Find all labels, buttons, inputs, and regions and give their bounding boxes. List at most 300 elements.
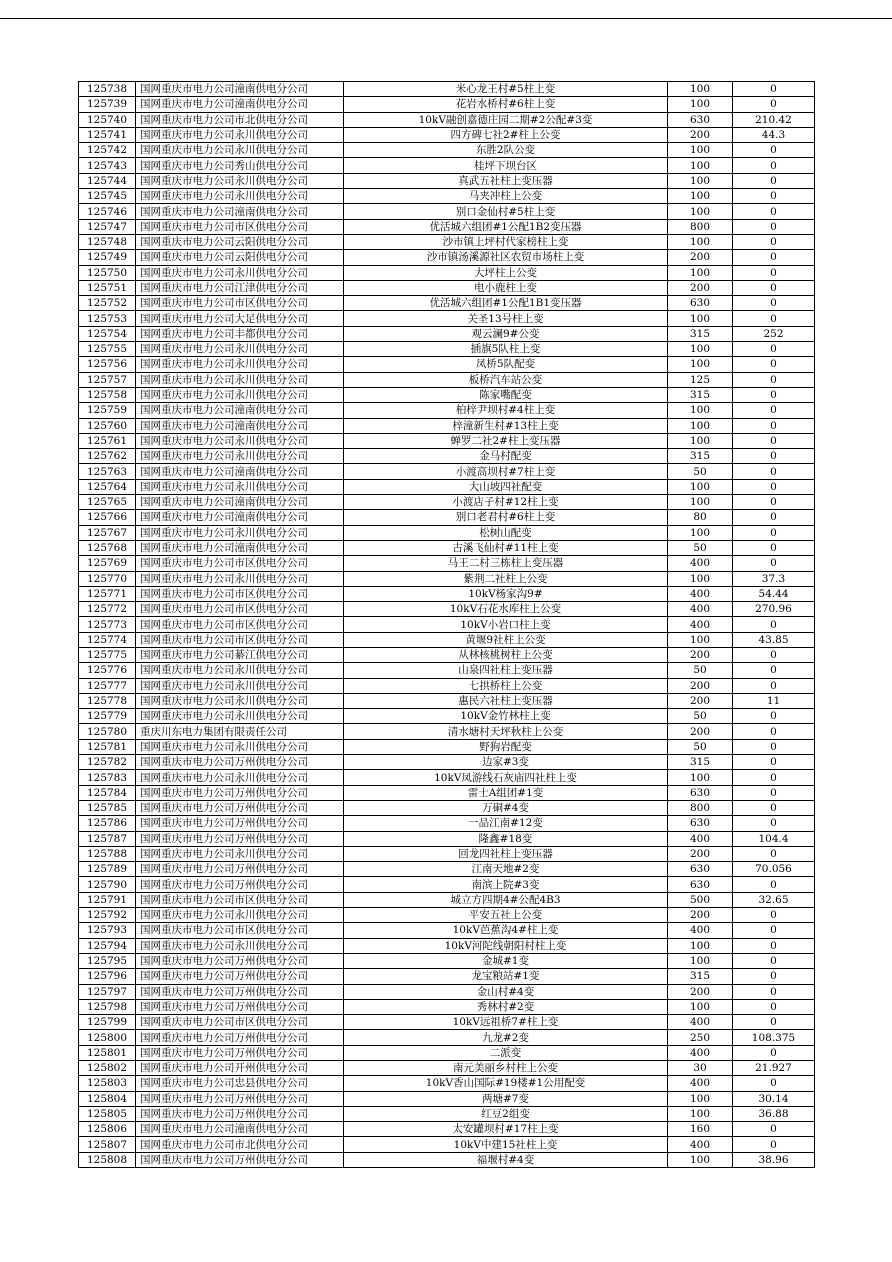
table-row — [79, 127, 815, 142]
row-id-cell: 125743 — [79, 158, 136, 173]
transformer-name-cell: 清水塘村天坪秋柱上公变 — [344, 724, 668, 739]
row-id-cell: 125794 — [79, 938, 136, 953]
transformer-name-cell: 四方碑七社2#柱上公变 — [344, 127, 668, 142]
row-id-cell: 125799 — [79, 1015, 136, 1030]
transformer-name-cell: 两塘#7变 — [344, 1091, 668, 1106]
value-cell: 0 — [733, 219, 815, 234]
company-cell: 国网重庆市电力公司万州供电分公司 — [136, 1030, 344, 1045]
row-id-cell: 125779 — [79, 709, 136, 724]
row-id-cell: 125764 — [79, 479, 136, 494]
capacity-cell: 400 — [668, 1076, 733, 1091]
row-id-cell: 125759 — [79, 403, 136, 418]
value-cell: 0 — [733, 556, 815, 571]
capacity-cell: 100 — [668, 770, 733, 785]
table-row — [79, 969, 815, 984]
table-body — [79, 82, 815, 1168]
transformer-name-cell: 回龙四社柱上变压器 — [344, 846, 668, 861]
row-id-cell: 125787 — [79, 831, 136, 846]
capacity-cell: 630 — [668, 785, 733, 800]
table-row — [79, 999, 815, 1014]
capacity-cell: 100 — [668, 158, 733, 173]
capacity-cell: 400 — [668, 1137, 733, 1152]
company-cell: 国网重庆市电力公司市区供电分公司 — [136, 556, 344, 571]
transformer-name-cell: 大山坡四社配变 — [344, 479, 668, 494]
transformer-name-cell: 紫荆二社柱上公变 — [344, 571, 668, 586]
company-cell: 国网重庆市电力公司永川供电分公司 — [136, 663, 344, 678]
transformer-name-cell: 山泉四社柱上变压器 — [344, 663, 668, 678]
row-id-cell: 125792 — [79, 908, 136, 923]
transformer-name-cell: 惠民六社柱上变压器 — [344, 693, 668, 708]
transformer-name-cell: 小渡店子村#12柱上变 — [344, 495, 668, 510]
transformer-name-cell: 东胜2队公变 — [344, 143, 668, 158]
capacity-cell: 50 — [668, 709, 733, 724]
value-cell: 0 — [733, 1045, 815, 1060]
transformer-name-cell: 大坪柱上公变 — [344, 265, 668, 280]
value-cell: 0 — [733, 969, 815, 984]
row-id-cell: 125770 — [79, 571, 136, 586]
transformer-name-cell: 10kV石花水库柱上公变 — [344, 602, 668, 617]
row-id-cell: 125784 — [79, 785, 136, 800]
table-row — [79, 387, 815, 402]
table-row — [79, 892, 815, 907]
row-id-cell: 125808 — [79, 1152, 136, 1167]
transformer-name-cell: 凤桥5队配变 — [344, 357, 668, 372]
capacity-cell: 400 — [668, 586, 733, 601]
capacity-cell: 100 — [668, 357, 733, 372]
row-id-cell: 125767 — [79, 525, 136, 540]
capacity-cell: 100 — [668, 1152, 733, 1167]
capacity-cell: 400 — [668, 602, 733, 617]
capacity-cell: 630 — [668, 877, 733, 892]
transformer-name-cell: 福堰村#4变 — [344, 1152, 668, 1167]
table-row — [79, 571, 815, 586]
value-cell: 0 — [733, 464, 815, 479]
company-cell: 国网重庆市电力公司市区供电分公司 — [136, 219, 344, 234]
row-id-cell: 125775 — [79, 647, 136, 662]
transformer-name-cell: 小渡高坝村#7柱上变 — [344, 464, 668, 479]
company-cell: 国网重庆市电力公司市区供电分公司 — [136, 617, 344, 632]
value-cell: 0 — [733, 143, 815, 158]
table-row — [79, 602, 815, 617]
company-cell: 国网重庆市电力公司永川供电分公司 — [136, 173, 344, 188]
table-row — [79, 663, 815, 678]
table-row — [79, 311, 815, 326]
capacity-cell: 630 — [668, 296, 733, 311]
table-row — [79, 1076, 815, 1091]
company-cell: 国网重庆市电力公司永川供电分公司 — [136, 938, 344, 953]
company-cell: 国网重庆市电力公司万州供电分公司 — [136, 984, 344, 999]
company-cell: 国网重庆市电力公司永川供电分公司 — [136, 372, 344, 387]
transformer-name-cell: 秀林村#2变 — [344, 999, 668, 1014]
value-cell: 30.14 — [733, 1091, 815, 1106]
company-cell: 国网重庆市电力公司潼南供电分公司 — [136, 464, 344, 479]
transformer-name-cell: 古溪飞仙村#11柱上变 — [344, 540, 668, 555]
transformer-name-cell: 松树山配变 — [344, 525, 668, 540]
table-row — [79, 265, 815, 280]
transformer-name-cell: 隆鑫#18变 — [344, 831, 668, 846]
row-id-cell: 125783 — [79, 770, 136, 785]
value-cell: 0 — [733, 357, 815, 372]
capacity-cell: 50 — [668, 739, 733, 754]
company-cell: 国网重庆市电力公司市区供电分公司 — [136, 892, 344, 907]
row-id-cell: 125742 — [79, 143, 136, 158]
transformer-name-cell: 电小鹿柱上变 — [344, 280, 668, 295]
value-cell: 32.65 — [733, 892, 815, 907]
transformer-name-cell: 桂坪下坝台区 — [344, 158, 668, 173]
value-cell: 0 — [733, 908, 815, 923]
value-cell: 252 — [733, 326, 815, 341]
value-cell: 0 — [733, 449, 815, 464]
row-id-cell: 125750 — [79, 265, 136, 280]
capacity-cell: 100 — [668, 1106, 733, 1121]
row-id-cell: 125747 — [79, 219, 136, 234]
row-id-cell: 125795 — [79, 953, 136, 968]
capacity-cell: 100 — [668, 189, 733, 204]
capacity-cell: 400 — [668, 1045, 733, 1060]
value-cell: 0 — [733, 999, 815, 1014]
row-id-cell: 125744 — [79, 173, 136, 188]
table-row — [79, 1106, 815, 1121]
value-cell: 0 — [733, 617, 815, 632]
transformer-name-cell: 雷士A组团#1变 — [344, 785, 668, 800]
row-id-cell: 125761 — [79, 433, 136, 448]
row-id-cell: 125762 — [79, 449, 136, 464]
capacity-cell: 200 — [668, 724, 733, 739]
company-cell: 国网重庆市电力公司永川供电分公司 — [136, 387, 344, 402]
value-cell: 0 — [733, 953, 815, 968]
transformer-name-cell: 江南天地#2变 — [344, 862, 668, 877]
capacity-cell: 100 — [668, 234, 733, 249]
company-cell: 国网重庆市电力公司永川供电分公司 — [136, 433, 344, 448]
row-id-cell: 125755 — [79, 342, 136, 357]
company-cell: 国网重庆市电力公司永川供电分公司 — [136, 143, 344, 158]
row-id-cell: 125751 — [79, 280, 136, 295]
row-id-cell: 125773 — [79, 617, 136, 632]
transformer-name-cell: 柏梓尹坝村#4柱上变 — [344, 403, 668, 418]
table-row — [79, 1015, 815, 1030]
capacity-cell: 100 — [668, 433, 733, 448]
transformer-name-cell: 野狗岩配变 — [344, 739, 668, 754]
value-cell: 0 — [733, 250, 815, 265]
company-cell: 国网重庆市电力公司万州供电分公司 — [136, 831, 344, 846]
transformer-name-cell: 蝉罗二社2#柱上变压器 — [344, 433, 668, 448]
capacity-cell: 100 — [668, 525, 733, 540]
transformer-name-cell: 马王二村三栋柱上变压器 — [344, 556, 668, 571]
company-cell: 国网重庆市电力公司永川供电分公司 — [136, 479, 344, 494]
table-row — [79, 647, 815, 662]
table-row — [79, 1122, 815, 1137]
capacity-cell: 200 — [668, 908, 733, 923]
transformer-name-cell: 边家#3变 — [344, 755, 668, 770]
capacity-cell: 200 — [668, 250, 733, 265]
company-cell: 国网重庆市电力公司市区供电分公司 — [136, 602, 344, 617]
value-cell: 0 — [733, 663, 815, 678]
company-cell: 重庆川东电力集团有限责任公司 — [136, 724, 344, 739]
company-cell: 国网重庆市电力公司市北供电分公司 — [136, 1137, 344, 1152]
capacity-cell: 315 — [668, 755, 733, 770]
company-cell: 国网重庆市电力公司永川供电分公司 — [136, 693, 344, 708]
row-id-cell: 125807 — [79, 1137, 136, 1152]
row-id-cell: 125804 — [79, 1091, 136, 1106]
table-row — [79, 234, 815, 249]
transformer-name-cell: 七拱桥柱上公变 — [344, 678, 668, 693]
row-id-cell: 125801 — [79, 1045, 136, 1060]
company-cell: 国网重庆市电力公司綦江供电分公司 — [136, 647, 344, 662]
row-id-cell: 125768 — [79, 540, 136, 555]
transformer-name-cell: 10kV金竹林柱上变 — [344, 709, 668, 724]
value-cell: 37.3 — [733, 571, 815, 586]
transformer-name-cell: 观云澜9#公变 — [344, 326, 668, 341]
company-cell: 国网重庆市电力公司永川供电分公司 — [136, 127, 344, 142]
company-cell: 国网重庆市电力公司永川供电分公司 — [136, 449, 344, 464]
table-row — [79, 770, 815, 785]
company-cell: 国网重庆市电力公司开州供电分公司 — [136, 1061, 344, 1076]
table-row — [79, 433, 815, 448]
transformer-name-cell: 二派变 — [344, 1045, 668, 1060]
transformer-name-cell: 板桥汽车站公变 — [344, 372, 668, 387]
company-cell: 国网重庆市电力公司永川供电分公司 — [136, 525, 344, 540]
table-row — [79, 143, 815, 158]
transformer-name-cell: 米心龙王村#5柱上变 — [344, 82, 668, 97]
table-row — [79, 357, 815, 372]
transformer-name-cell: 红豆2组变 — [344, 1106, 668, 1121]
transformer-name-cell: 金马村配变 — [344, 449, 668, 464]
company-cell: 国网重庆市电力公司万州供电分公司 — [136, 1106, 344, 1121]
transformer-name-cell: 别口金仙村#5柱上变 — [344, 204, 668, 219]
value-cell: 104.4 — [733, 831, 815, 846]
capacity-cell: 50 — [668, 464, 733, 479]
capacity-cell: 250 — [668, 1030, 733, 1045]
capacity-cell: 100 — [668, 204, 733, 219]
value-cell: 70.056 — [733, 862, 815, 877]
value-cell: 0 — [733, 296, 815, 311]
table-row — [79, 831, 815, 846]
row-id-cell: 125791 — [79, 892, 136, 907]
capacity-cell: 125 — [668, 372, 733, 387]
transformer-name-cell: 九龙#2变 — [344, 1030, 668, 1045]
table-row — [79, 1061, 815, 1076]
row-id-cell: 125738 — [79, 82, 136, 97]
company-cell: 国网重庆市电力公司秀山供电分公司 — [136, 158, 344, 173]
capacity-cell: 50 — [668, 663, 733, 678]
value-cell: 0 — [733, 173, 815, 188]
table-row — [79, 97, 815, 112]
capacity-cell: 400 — [668, 1015, 733, 1030]
company-cell: 国网重庆市电力公司潼南供电分公司 — [136, 510, 344, 525]
value-cell: 0 — [733, 739, 815, 754]
table-row — [79, 709, 815, 724]
value-cell: 0 — [733, 510, 815, 525]
capacity-cell: 200 — [668, 846, 733, 861]
table-row — [79, 632, 815, 647]
table-row — [79, 1152, 815, 1167]
company-cell: 国网重庆市电力公司万州供电分公司 — [136, 877, 344, 892]
company-cell: 国网重庆市电力公司潼南供电分公司 — [136, 97, 344, 112]
value-cell: 0 — [733, 280, 815, 295]
capacity-cell: 100 — [668, 342, 733, 357]
company-cell: 国网重庆市电力公司潼南供电分公司 — [136, 418, 344, 433]
company-cell: 国网重庆市电力公司万州供电分公司 — [136, 1152, 344, 1167]
table-row — [79, 219, 815, 234]
company-cell: 国网重庆市电力公司万州供电分公司 — [136, 1091, 344, 1106]
value-cell: 44.3 — [733, 127, 815, 142]
transformer-name-cell: 10kV河陀线朝阳村柱上变 — [344, 938, 668, 953]
value-cell: 0 — [733, 785, 815, 800]
capacity-cell: 400 — [668, 831, 733, 846]
company-cell: 国网重庆市电力公司市区供电分公司 — [136, 1015, 344, 1030]
row-id-cell: 125774 — [79, 632, 136, 647]
value-cell: 0 — [733, 923, 815, 938]
table-row — [79, 816, 815, 831]
transformer-name-cell: 10kV小岩口柱上变 — [344, 617, 668, 632]
row-id-cell: 125803 — [79, 1076, 136, 1091]
company-cell: 国网重庆市电力公司潼南供电分公司 — [136, 540, 344, 555]
table-row — [79, 326, 815, 341]
capacity-cell: 100 — [668, 173, 733, 188]
row-id-cell: 125797 — [79, 984, 136, 999]
company-cell: 国网重庆市电力公司永川供电分公司 — [136, 846, 344, 861]
table-row — [79, 464, 815, 479]
table-row — [79, 403, 815, 418]
capacity-cell: 630 — [668, 112, 733, 127]
table-row — [79, 556, 815, 571]
transformer-name-cell: 沙市镇上坪村代家榜柱上变 — [344, 234, 668, 249]
company-cell: 国网重庆市电力公司江津供电分公司 — [136, 280, 344, 295]
capacity-cell: 200 — [668, 693, 733, 708]
row-id-cell: 125740 — [79, 112, 136, 127]
table-row — [79, 158, 815, 173]
capacity-cell: 400 — [668, 617, 733, 632]
capacity-cell: 50 — [668, 540, 733, 555]
row-id-cell: 125758 — [79, 387, 136, 402]
company-cell: 国网重庆市电力公司潼南供电分公司 — [136, 403, 344, 418]
company-cell: 国网重庆市电力公司万州供电分公司 — [136, 816, 344, 831]
value-cell: 0 — [733, 234, 815, 249]
transformer-name-cell: 优活城六组团#1公配1B2变压器 — [344, 219, 668, 234]
value-cell: 0 — [733, 387, 815, 402]
company-cell: 国网重庆市电力公司市区供电分公司 — [136, 632, 344, 647]
table-row — [79, 586, 815, 601]
value-cell: 21.927 — [733, 1061, 815, 1076]
company-cell: 国网重庆市电力公司潼南供电分公司 — [136, 82, 344, 97]
value-cell: 0 — [733, 770, 815, 785]
table-row — [79, 877, 815, 892]
company-cell: 国网重庆市电力公司万州供电分公司 — [136, 785, 344, 800]
capacity-cell: 100 — [668, 632, 733, 647]
capacity-cell: 315 — [668, 387, 733, 402]
row-id-cell: 125746 — [79, 204, 136, 219]
capacity-cell: 500 — [668, 892, 733, 907]
capacity-cell: 200 — [668, 678, 733, 693]
transformer-name-cell: 10kV芭蕉沟4#柱上变 — [344, 923, 668, 938]
table-row — [79, 908, 815, 923]
transformer-name-cell: 平安五社上公变 — [344, 908, 668, 923]
row-id-cell: 125796 — [79, 969, 136, 984]
transformer-name-cell: 10kV凤游线石灰庙四社柱上变 — [344, 770, 668, 785]
row-id-cell: 125805 — [79, 1106, 136, 1121]
value-cell: 0 — [733, 846, 815, 861]
company-cell: 国网重庆市电力公司云阳供电分公司 — [136, 234, 344, 249]
row-id-cell: 125765 — [79, 495, 136, 510]
value-cell: 0 — [733, 495, 815, 510]
transformer-name-cell: 10kV香山国际#19楼#1公用配变 — [344, 1076, 668, 1091]
value-cell: 0 — [733, 433, 815, 448]
capacity-cell: 100 — [668, 999, 733, 1014]
transformer-name-cell: 一品江南#12变 — [344, 816, 668, 831]
row-id-cell: 125756 — [79, 357, 136, 372]
row-id-cell: 125800 — [79, 1030, 136, 1045]
value-cell: 270.96 — [733, 602, 815, 617]
row-id-cell: 125786 — [79, 816, 136, 831]
row-id-cell: 125745 — [79, 189, 136, 204]
table-row — [79, 449, 815, 464]
transformer-name-cell: 别口老君村#6柱上变 — [344, 510, 668, 525]
value-cell: 108.375 — [733, 1030, 815, 1045]
row-id-cell: 125776 — [79, 663, 136, 678]
capacity-cell: 800 — [668, 800, 733, 815]
row-id-cell: 125739 — [79, 97, 136, 112]
capacity-cell: 100 — [668, 1091, 733, 1106]
value-cell: 0 — [733, 938, 815, 953]
capacity-cell: 315 — [668, 969, 733, 984]
row-id-cell: 125769 — [79, 556, 136, 571]
value-cell: 0 — [733, 204, 815, 219]
company-cell: 国网重庆市电力公司永川供电分公司 — [136, 342, 344, 357]
transformer-name-cell: 关圣13号柱上变 — [344, 311, 668, 326]
table-row — [79, 984, 815, 999]
company-cell: 国网重庆市电力公司永川供电分公司 — [136, 709, 344, 724]
capacity-cell: 100 — [668, 953, 733, 968]
row-id-cell: 125778 — [79, 693, 136, 708]
company-cell: 国网重庆市电力公司永川供电分公司 — [136, 770, 344, 785]
value-cell: 54.44 — [733, 586, 815, 601]
capacity-cell: 100 — [668, 82, 733, 97]
transformer-name-cell: 沙市镇汤溪源社区农贸市场柱上变 — [344, 250, 668, 265]
value-cell: 0 — [733, 1137, 815, 1152]
value-cell: 0 — [733, 311, 815, 326]
row-id-cell: 125780 — [79, 724, 136, 739]
table-row — [79, 250, 815, 265]
value-cell: 0 — [733, 97, 815, 112]
company-cell: 国网重庆市电力公司市区供电分公司 — [136, 923, 344, 938]
capacity-cell: 315 — [668, 449, 733, 464]
row-id-cell: 125771 — [79, 586, 136, 601]
capacity-cell: 100 — [668, 265, 733, 280]
company-cell: 国网重庆市电力公司永川供电分公司 — [136, 571, 344, 586]
table-row — [79, 510, 815, 525]
value-cell: 0 — [733, 372, 815, 387]
table-row — [79, 204, 815, 219]
row-id-cell: 125806 — [79, 1122, 136, 1137]
table-row — [79, 418, 815, 433]
capacity-cell: 100 — [668, 403, 733, 418]
row-id-cell: 125754 — [79, 326, 136, 341]
company-cell: 国网重庆市电力公司潼南供电分公司 — [136, 204, 344, 219]
table-row — [79, 846, 815, 861]
value-cell: 0 — [733, 265, 815, 280]
capacity-cell: 400 — [668, 923, 733, 938]
capacity-cell: 200 — [668, 280, 733, 295]
table-row — [79, 724, 815, 739]
value-cell: 0 — [733, 816, 815, 831]
table-row — [79, 112, 815, 127]
row-id-cell: 125789 — [79, 862, 136, 877]
value-cell: 0 — [733, 1076, 815, 1091]
company-cell: 国网重庆市电力公司永川供电分公司 — [136, 908, 344, 923]
company-cell: 国网重庆市电力公司市北供电分公司 — [136, 112, 344, 127]
capacity-cell: 200 — [668, 984, 733, 999]
capacity-cell: 315 — [668, 326, 733, 341]
